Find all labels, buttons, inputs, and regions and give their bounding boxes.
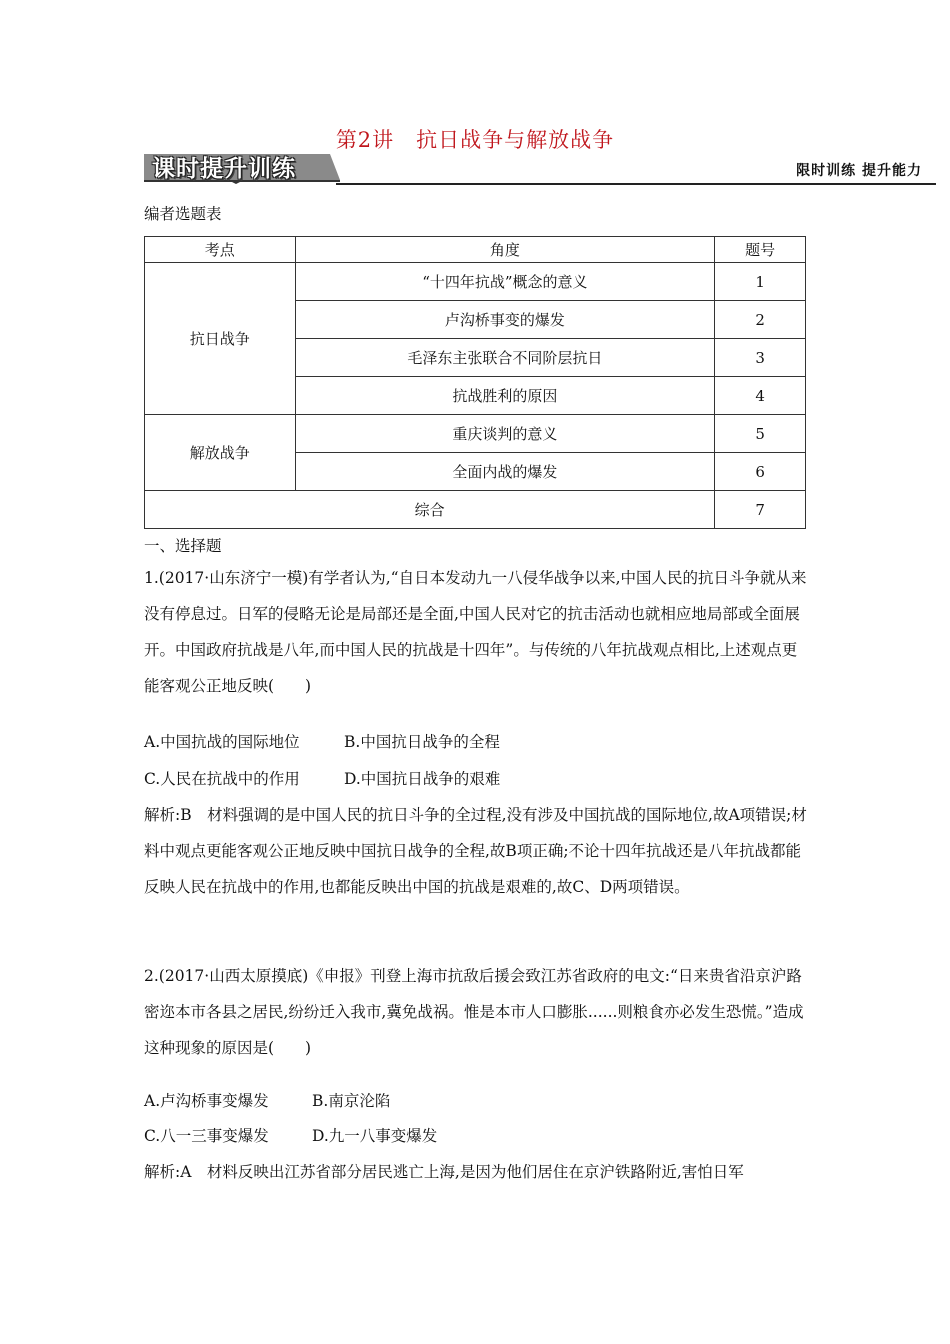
option-a: A.中国抗战的国际地位 (144, 733, 300, 751)
table-header-row (145, 237, 806, 263)
option-c: C.人民在抗战中的作用 (144, 770, 300, 788)
header-cell-topic: 考点 (145, 237, 296, 263)
number-cell: 2 (715, 301, 806, 339)
question-2-stem: 2.(2017·山西太原摸底)《申报》刊登上海市抗敌后援会致江苏省政府的电文:“日来贵省沿京沪路密迩本市各县之居民,纷纷迁入我市,冀免战祸。惟是本市人口膨胀......则粮食亦必发生恐慌。”造成这种现象的原因是( ) (144, 967, 804, 1057)
lesson-title: 第2讲 抗日战争与解放战争 (335, 128, 615, 152)
table-title: 编者选题表 (144, 205, 222, 223)
question-1-stem: 1.(2017·山东济宁一模)有学者认为,“自日本发动九一八侵华战争以来,中国人民的抗日斗争就从来没有停息过。日军的侵略无论是局部还是全面,中国人民对它的抗击活动也就相应地局部或全面展开。中国政府抗战是八年,而中国人民的抗战是十四年”。与传统的八年抗战观点相比,上述观点更能客观公正地反映( ) (144, 569, 807, 695)
option-d: D.九一八事变爆发 (312, 1127, 438, 1145)
option-d: D.中国抗日战争的艰难 (344, 770, 501, 788)
header-cell-angle: 角度 (295, 237, 715, 263)
question-2-options-row-1 (144, 1083, 808, 1119)
angle-cell: 毛泽东主张联合不同阶层抗日 (295, 339, 715, 377)
question-1-analysis: 解析:B 材料强调的是中国人民的抗日斗争的全过程,没有涉及中国抗战的国际地位,故A项错误;材料中观点更能客观公正地反映中国抗日战争的全程,故B项正确;不论十四年抗战还是八年抗战都能反映人民在抗战中的作用,也都能反映出中国的抗战是艰难的,故C、D两项错误。 (144, 806, 807, 896)
number-cell: 4 (715, 377, 806, 415)
banner-label: 课时提升训练 (152, 156, 296, 182)
option-a: A.卢沟桥事变爆发 (144, 1092, 269, 1110)
header-cell-number: 题号 (715, 237, 806, 263)
angle-cell: “十四年抗战”概念的意义 (295, 263, 715, 301)
topic-cell: 抗日战争 (145, 263, 296, 415)
option-b: B.中国抗日战争的全程 (344, 733, 500, 751)
option-c: C.八一三事变爆发 (144, 1127, 269, 1145)
number-cell: 5 (715, 415, 806, 453)
number-cell: 1 (715, 263, 806, 301)
angle-cell: 全面内战的爆发 (295, 453, 715, 491)
table-row (145, 263, 806, 301)
table-summary-row (145, 491, 806, 529)
number-cell: 6 (715, 453, 806, 491)
section-title: 一、选择题 (144, 537, 222, 555)
question-2-options-row-2 (144, 1118, 808, 1154)
angle-cell: 抗战胜利的原因 (295, 377, 715, 415)
angle-cell: 重庆谈判的意义 (295, 415, 715, 453)
header-divider (336, 183, 936, 185)
table-row (145, 415, 806, 453)
angle-cell: 卢沟桥事变的爆发 (295, 301, 715, 339)
number-cell: 7 (715, 491, 806, 529)
summary-cell: 综合 (145, 491, 715, 529)
option-b: B.南京沦陷 (312, 1092, 391, 1110)
question-1-options-row-2 (144, 761, 808, 797)
number-cell: 3 (715, 339, 806, 377)
topic-cell: 解放战争 (145, 415, 296, 491)
header-right-label: 限时训练 提升能力 (796, 163, 922, 179)
topic-selection-table (144, 236, 806, 529)
question-2-analysis: 解析:A 材料反映出江苏省部分居民逃亡上海,是因为他们居住在京沪铁路附近,害怕日军 (144, 1163, 744, 1181)
question-1-options-row-1 (144, 724, 808, 760)
